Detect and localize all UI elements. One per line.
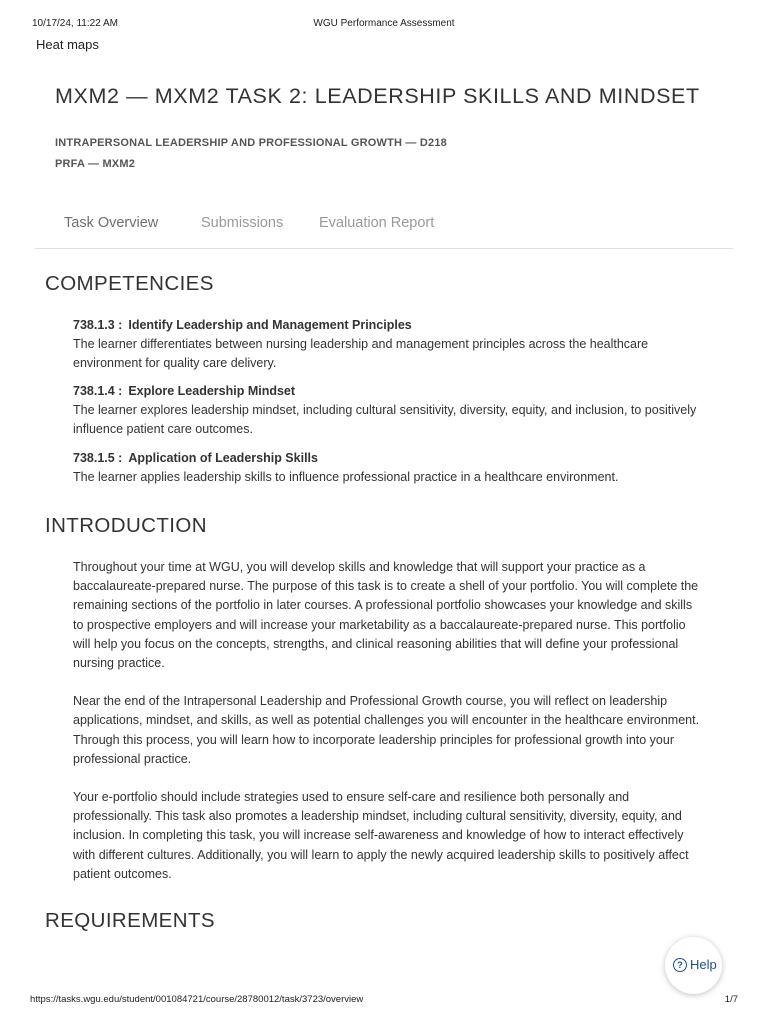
competency-code: 738.1.3 : (73, 318, 123, 332)
introduction-paragraph: Near the end of the Intrapersonal Leadership and Professional Growth course, you will reflect on leadership applications, mindset, and skills, as well as potential challenges you will encounter in the healthcare environment. Through this process, you will learn how to incorporate leadership principles for professional growth into your professional practice. (73, 694, 700, 766)
heat-maps-link[interactable]: Heat maps (36, 37, 99, 52)
competency-description: The learner explores leadership mindset, including cultural sensitivity, diversity, equity, and inclusion, to positively influence patient care outcomes. (73, 403, 697, 436)
page-title: MXM2 — MXM2 TASK 2: LEADERSHIP SKILLS AND MINDSET (55, 84, 700, 108)
introduction-body (73, 558, 703, 903)
competency-code: 738.1.5 : (73, 451, 123, 465)
tab-submissions[interactable]: Submissions (201, 215, 284, 231)
help-button[interactable] (665, 937, 722, 994)
competency-name: Explore Leadership Mindset (128, 384, 296, 398)
competencies-heading: COMPETENCIES (45, 272, 214, 295)
competency-title (73, 449, 713, 468)
help-button-label: Help (690, 957, 717, 972)
competency-title (73, 382, 713, 401)
competency-description: The learner applies leadership skills to influence professional practice in a healthcare environment. (73, 470, 619, 484)
print-header (0, 18, 768, 34)
task-tabs (35, 210, 733, 249)
tab-task-overview[interactable]: Task Overview (64, 215, 159, 231)
course-subtitle (55, 133, 447, 175)
competency-item (73, 382, 713, 439)
introduction-paragraph: Your e-portfolio should include strategies used to ensure self-care and resilience both personally and professionally. This task also promotes a leadership mindset, including cultural sensitivity, diversity, equity, and inclusion. In completing this task, you will increase self-awareness and knowledge of how to interact effectively with different cultures. Additionally, you will learn to apply the newly acquired leadership skills to positively affect patient outcomes. (73, 790, 689, 881)
competency-name: Application of Leadership Skills (128, 451, 318, 465)
competency-item (73, 316, 713, 373)
competency-title (73, 316, 713, 335)
course-code: PRFA — MXM2 (55, 158, 136, 170)
course-name: INTRAPERSONAL LEADERSHIP AND PROFESSIONAL GROWTH — D218 (55, 137, 447, 149)
print-url: https://tasks.wgu.edu/student/001084721/course/28780012/task/3723/overview (30, 994, 364, 1005)
print-page-number: 1/7 (724, 994, 738, 1005)
print-doc-title: WGU Performance Assessment (313, 18, 455, 29)
print-datetime: 10/17/24, 11:22 AM (32, 18, 118, 29)
tab-evaluation-report[interactable]: Evaluation Report (319, 215, 435, 231)
competency-description: The learner differentiates between nursing leadership and management principles across the healthcare environment for quality care delivery. (73, 337, 649, 370)
introduction-paragraph: Throughout your time at WGU, you will develop skills and knowledge that will support your practice as a baccalaureate-prepared nurse. The purpose of this task is to create a shell of your portfolio. You will complete the remaining sections of the portfolio in later courses. A professional portfolio showcases your knowledge and skills to prospective employers and will increase your marketability as a baccalaureate-prepared nurse. This portfolio will help you focus on the concepts, strengths, and clinical reasoning abilities that will define your professional nursing practice. (73, 560, 699, 671)
introduction-heading: INTRODUCTION (45, 514, 207, 537)
question-circle-icon: ? (673, 958, 687, 972)
competency-item (73, 449, 713, 487)
requirements-heading: REQUIREMENTS (45, 909, 215, 932)
competency-code: 738.1.4 : (73, 384, 123, 398)
competency-name: Identify Leadership and Management Principles (128, 318, 412, 332)
